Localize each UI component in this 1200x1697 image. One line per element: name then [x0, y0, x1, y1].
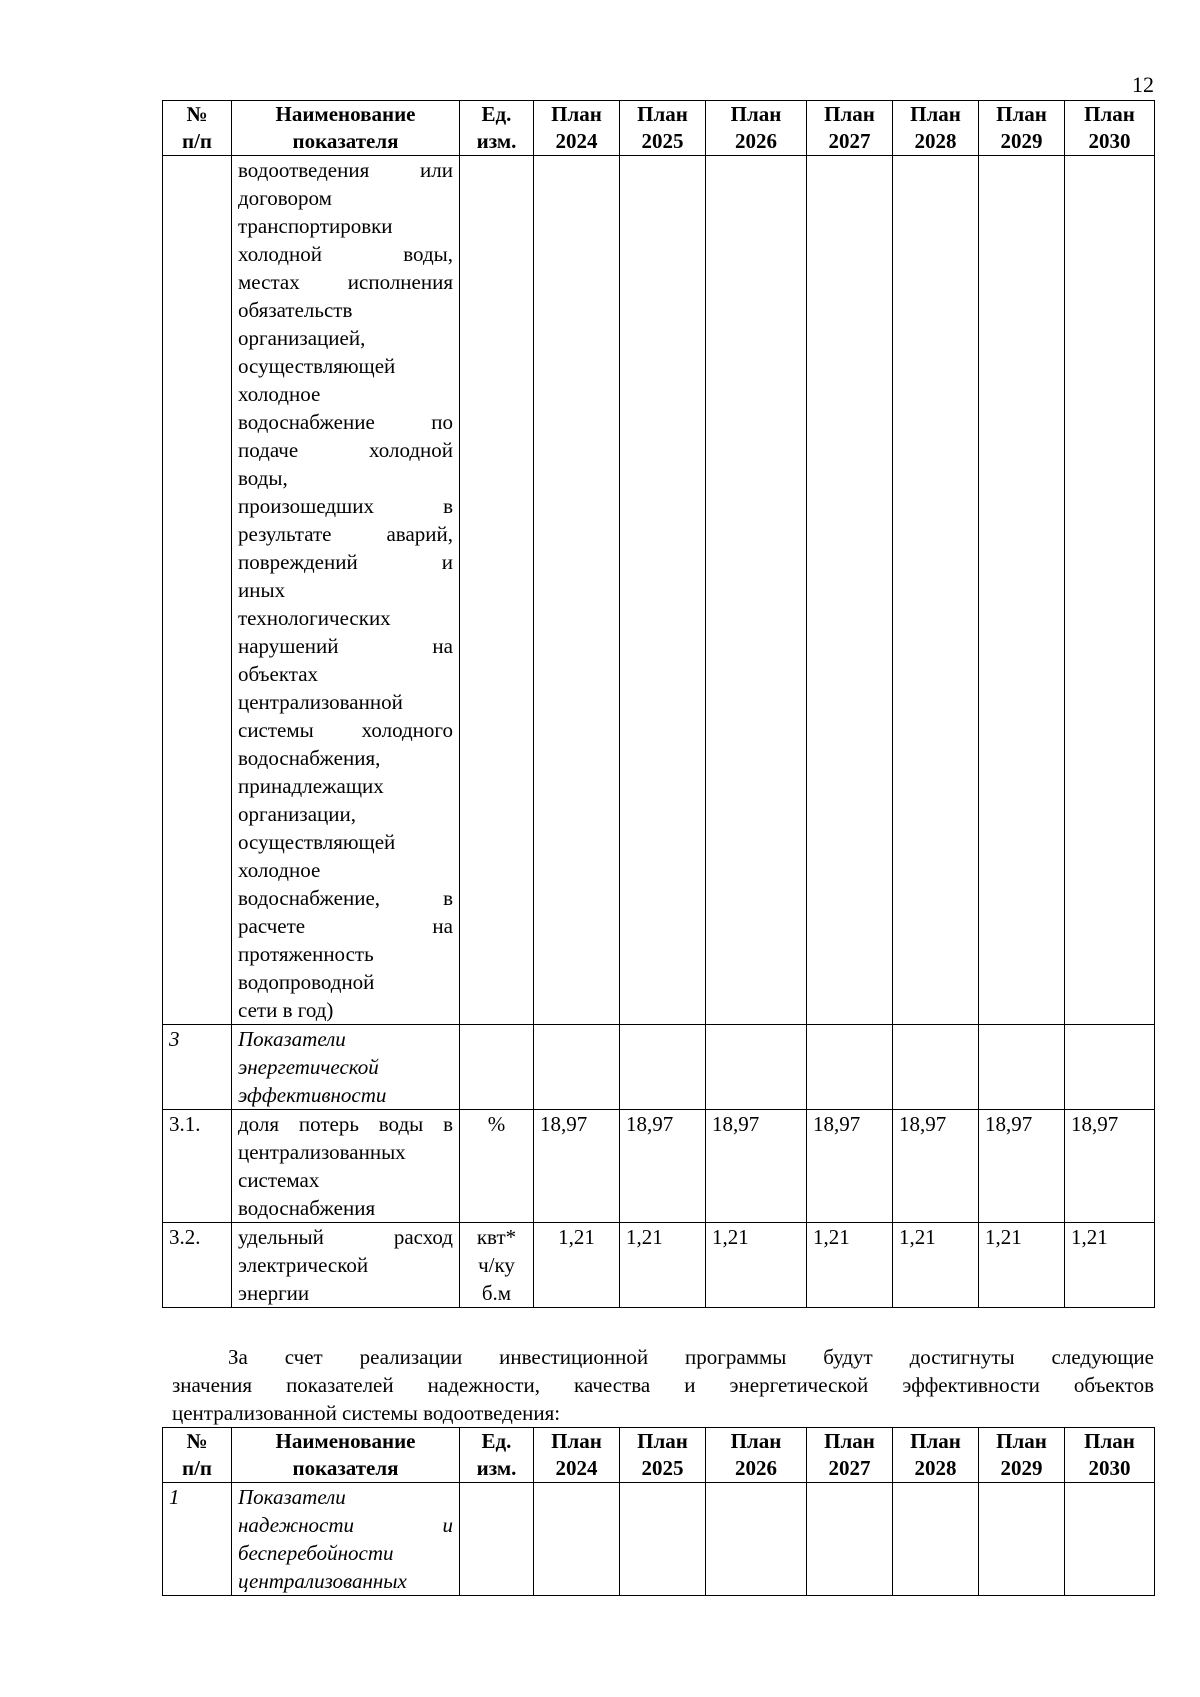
header-plan-2030: План 2030 [1065, 101, 1155, 156]
cell-value [1065, 1025, 1155, 1110]
continuation-line: принадлежащих [238, 774, 384, 798]
header-plan-2024: План 2024 [534, 1428, 620, 1483]
cell-value-2030: 18,97 [1065, 1110, 1155, 1223]
continuation-line: сети в год) [238, 998, 334, 1022]
header-num: № п/п [163, 101, 232, 156]
page-number: 12 [1132, 72, 1154, 97]
cell-value-2030: 1,21 [1065, 1223, 1155, 1308]
indicators-table-wastewater [162, 1427, 1155, 1596]
continuation-line: холодное [238, 382, 321, 406]
cell-unit: % [460, 1110, 534, 1223]
cell-name: удельный расход электрической энергии [232, 1223, 460, 1308]
cell-value [620, 1025, 706, 1110]
cell-unit [460, 1025, 534, 1110]
header-name: Наименование показателя [232, 101, 460, 156]
continuation-line: подаче холодной [238, 438, 453, 462]
continuation-line: нарушений на [238, 634, 453, 658]
cell-name-continuation [232, 156, 460, 1025]
header-plan-2028: План 2028 [893, 1428, 979, 1483]
cell-name-section: Показатели надежности и бесперебойности централизованных [232, 1483, 460, 1596]
cell-value [534, 156, 620, 1025]
table-row-3-2 [163, 1223, 1155, 1308]
header-plan-2025: План 2025 [620, 1428, 706, 1483]
continuation-line: водоснабжения, [238, 746, 381, 770]
cell-unit: квт* ч/ку б.м [460, 1223, 534, 1308]
body-paragraph [172, 1343, 1154, 1427]
cell-name: доля потерь воды в централизованных системах водоснабжения [232, 1110, 460, 1223]
cell-value [534, 1483, 620, 1596]
continuation-line: системы холодного [238, 718, 453, 742]
continuation-line: организацией, [238, 326, 366, 350]
continuation-line: повреждений и [238, 550, 453, 574]
header-name: Наименование показателя [232, 1428, 460, 1483]
cell-value [807, 1483, 893, 1596]
header-plan-2026: План 2026 [706, 101, 807, 156]
cell-unit [460, 1483, 534, 1596]
header-unit: Ед. изм. [460, 1428, 534, 1483]
cell-value [620, 156, 706, 1025]
header-plan-2029: План 2029 [979, 101, 1065, 156]
continuation-line: местах исполнения [238, 270, 453, 294]
cell-value [979, 156, 1065, 1025]
cell-value-2025: 1,21 [620, 1223, 706, 1308]
continuation-line: воды, [238, 466, 288, 490]
cell-num: 3 [163, 1025, 232, 1110]
continuation-line: централизованной [238, 690, 403, 714]
cell-value [807, 156, 893, 1025]
cell-value [1065, 1483, 1155, 1596]
continuation-line: осуществляющей [238, 354, 396, 378]
cell-value [979, 1025, 1065, 1110]
cell-value-2026: 1,21 [706, 1223, 807, 1308]
cell-value [807, 1025, 893, 1110]
cell-value [893, 1483, 979, 1596]
cell-num: 3.1. [163, 1110, 232, 1223]
continuation-line: холодное [238, 858, 321, 882]
continuation-line: осуществляющей [238, 830, 396, 854]
header-plan-2030: План 2030 [1065, 1428, 1155, 1483]
paragraph-line-2: значения показателей надежности, качества и энергетической эффективности объектов [172, 1373, 1154, 1397]
continuation-line: объектах [238, 662, 319, 686]
continuation-line: обязательств [238, 298, 353, 322]
continuation-line: водоснабжение, в [238, 886, 453, 910]
continuation-line: иных [238, 578, 286, 602]
continuation-line: договором [238, 186, 332, 210]
cell-name-section: Показатели энергетической эффективности [232, 1025, 460, 1110]
table-row-section-1 [163, 1483, 1155, 1596]
header-plan-2028: План 2028 [893, 101, 979, 156]
table-row-continuation [163, 156, 1155, 1025]
cell-value-2026: 18,97 [706, 1110, 807, 1223]
cell-value [893, 1025, 979, 1110]
cell-value [979, 1483, 1065, 1596]
paragraph-line-3: централизованной системы водоотведения: [172, 1401, 561, 1425]
header-plan-2025: План 2025 [620, 101, 706, 156]
continuation-line: транспортировки [238, 214, 393, 238]
continuation-line: расчете на [238, 914, 453, 938]
cell-value [534, 1025, 620, 1110]
continuation-line: технологических [238, 606, 391, 630]
cell-value-2029: 1,21 [979, 1223, 1065, 1308]
header-num: № п/п [163, 1428, 232, 1483]
paragraph-line-1: За счет реализации инвестиционной программы будут достигнуты следующие [228, 1345, 1154, 1369]
table-header-row [163, 1428, 1155, 1483]
continuation-line: холодной воды, [238, 242, 453, 266]
cell-value [893, 156, 979, 1025]
header-unit: Ед. изм. [460, 101, 534, 156]
cell-value-2024: 1,21 [534, 1223, 620, 1308]
header-plan-2024: План 2024 [534, 101, 620, 156]
cell-value [706, 156, 807, 1025]
cell-value-2027: 18,97 [807, 1110, 893, 1223]
cell-value-2024: 18,97 [534, 1110, 620, 1223]
cell-value-2028: 18,97 [893, 1110, 979, 1223]
continuation-line: произошедших в [238, 494, 453, 518]
header-plan-2027: План 2027 [807, 1428, 893, 1483]
continuation-line: результате аварий, [238, 522, 453, 546]
cell-num: 1 [163, 1483, 232, 1596]
header-plan-2026: План 2026 [706, 1428, 807, 1483]
cell-value-2025: 18,97 [620, 1110, 706, 1223]
cell-value-2029: 18,97 [979, 1110, 1065, 1223]
header-plan-2027: План 2027 [807, 101, 893, 156]
continuation-line: водоотведения или [238, 158, 453, 182]
cell-value [706, 1025, 807, 1110]
header-plan-2029: План 2029 [979, 1428, 1065, 1483]
cell-value-2028: 1,21 [893, 1223, 979, 1308]
cell-unit [460, 156, 534, 1025]
table-row-3-1 [163, 1110, 1155, 1223]
continuation-line: протяженность [238, 942, 374, 966]
cell-value [1065, 156, 1155, 1025]
cell-value-2027: 1,21 [807, 1223, 893, 1308]
cell-value [620, 1483, 706, 1596]
continuation-line: организации, [238, 802, 356, 826]
cell-num: 3.2. [163, 1223, 232, 1308]
cell-value [706, 1483, 807, 1596]
indicators-table-water-supply [162, 100, 1155, 1308]
table-row-section-3 [163, 1025, 1155, 1110]
continuation-line: водоснабжение по [238, 410, 453, 434]
cell-num [163, 156, 232, 1025]
continuation-line: водопроводной [238, 970, 375, 994]
table-header-row [163, 101, 1155, 156]
